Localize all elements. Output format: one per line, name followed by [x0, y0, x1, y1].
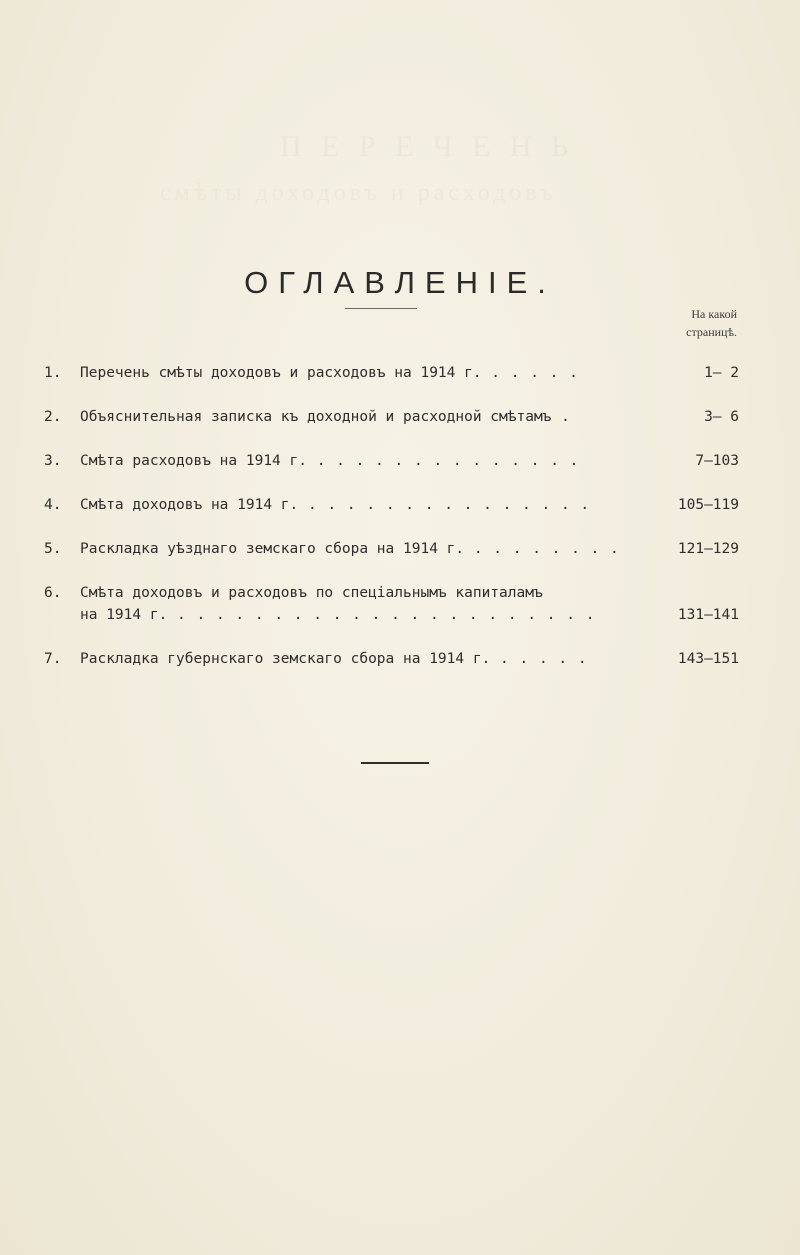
toc-entry-leader: . . . . .	[481, 365, 579, 381]
toc-entry-title: Раскладка уѣзднаго земскаго сбора на 1914 г.	[80, 541, 465, 557]
toc-entry-number: 1.	[44, 365, 62, 381]
show-through-text: П Е Р Е Ч Е Н Ь	[280, 130, 575, 163]
toc-entry[interactable]	[0, 362, 800, 384]
show-through-text: смѣты доходовъ и расходовъ	[160, 180, 557, 206]
toc-entry-title-continued: на 1914 г.	[80, 607, 168, 623]
page-column-header	[617, 305, 737, 341]
toc-entry-leader: . . . . . . . . . . . . . . .	[298, 497, 591, 513]
toc-entry-text-wrap	[80, 494, 640, 516]
toc-entry-number: 6.	[44, 585, 62, 601]
toc-entry-pages: 131—141	[677, 607, 739, 623]
toc-entry[interactable]	[0, 582, 800, 626]
toc-entry-number: 4.	[44, 497, 62, 513]
page-column-header-line-1: На какой	[691, 307, 737, 321]
toc-entry[interactable]	[0, 494, 800, 516]
toc-entry-leader: . . . . . . . . . . . . . . . . . . . . . .	[167, 607, 596, 623]
table-of-contents	[0, 362, 800, 692]
toc-entry[interactable]	[0, 648, 800, 670]
toc-entry-text-wrap	[80, 362, 640, 384]
toc-entry-leader: . . . . .	[490, 651, 588, 667]
closing-divider	[361, 762, 429, 764]
toc-entry-title: Смѣта доходовъ на 1914 г.	[80, 497, 299, 513]
toc-entry-pages: 3— 6	[704, 409, 739, 425]
toc-entry-title: Объяснительная записка къ доходной и расходной смѣтамъ	[80, 409, 552, 425]
toc-entry-pages: 1— 2	[704, 365, 739, 381]
page-title: ОГЛАВЛЕНIЕ.	[244, 264, 556, 300]
toc-entry-text-wrap	[80, 604, 640, 626]
toc-entry-text-wrap	[80, 406, 640, 428]
toc-entry-text-wrap	[80, 648, 640, 670]
toc-entry-number: 7.	[44, 651, 62, 667]
toc-entry-pages: 7—103	[695, 453, 739, 469]
toc-entry[interactable]	[0, 406, 800, 428]
title-divider	[345, 308, 417, 309]
toc-entry-number: 5.	[44, 541, 62, 557]
toc-entry-leader: . . . . . . . .	[464, 541, 620, 557]
toc-entry-number: 2.	[44, 409, 62, 425]
toc-entry-pages: 121—129	[677, 541, 739, 557]
toc-entry-text-wrap	[80, 538, 640, 560]
toc-entry-title: Смѣта расходовъ на 1914 г.	[80, 453, 307, 469]
toc-entry-number: 3.	[44, 453, 62, 469]
toc-entry-title: Смѣта доходовъ и расходовъ по спеціальнымъ капиталамъ	[80, 585, 543, 601]
toc-entry[interactable]	[0, 538, 800, 560]
toc-entry-text-wrap	[80, 450, 640, 472]
toc-entry-pages: 105—119	[677, 497, 739, 513]
toc-entry-title: Перечень смѣты доходовъ и расходовъ на 1914 г.	[80, 365, 482, 381]
page-column-header-line-2: страницѣ.	[686, 325, 737, 339]
toc-entry-pages: 143—151	[677, 651, 739, 667]
toc-entry[interactable]	[0, 450, 800, 472]
toc-entry-leader: .	[551, 409, 571, 425]
toc-entry-title: Раскладка губернскаго земскаго сбора на 1914 г.	[80, 651, 491, 667]
toc-entry-leader: . . . . . . . . . . . . . .	[306, 453, 580, 469]
